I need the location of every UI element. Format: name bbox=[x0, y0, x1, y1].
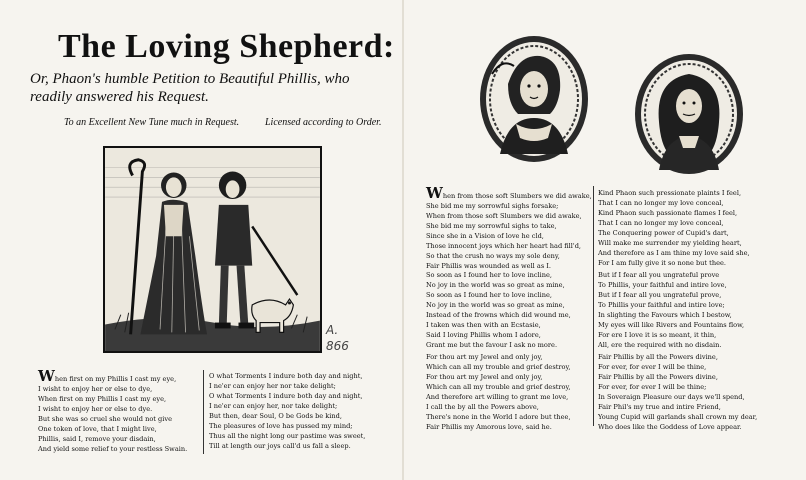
verse-line: Fair Phil's my true and intire Friend, bbox=[598, 403, 721, 411]
verse-line: And yield some relief to your restless Swain. bbox=[38, 445, 188, 453]
verse-line: But then, dear Soul, O be Gods be kind, bbox=[209, 412, 342, 420]
verse-line: When from those soft Slumbers we did awake, bbox=[426, 184, 592, 202]
verse-line: Those innocent joys which her heart had fill'd, bbox=[426, 242, 582, 250]
verse-line: Young Cupid will garlands shall crown my dear, bbox=[598, 413, 758, 421]
verse-line: For ere I love it is so meant, it thin, bbox=[598, 331, 717, 339]
verse-line: I call the by all the Powers above, bbox=[426, 403, 539, 411]
verse-stanza-7 bbox=[598, 270, 744, 350]
verse-line: So that the crush no ways my sole deny, bbox=[426, 252, 560, 260]
verse-line: Which can all my trouble and grief destroy, bbox=[426, 383, 571, 391]
verse-line: When from those soft Slumbers we did awake, bbox=[426, 212, 582, 220]
verse-line: I ne'er can enjoy her, nor take delight; bbox=[209, 402, 338, 410]
verse-line: O what Torments I indure both day and night, bbox=[209, 372, 363, 380]
ballad-subtitle: Or, Phaon's humble Petition to Beautiful Phillis, who readily answered his Request. bbox=[30, 71, 350, 105]
license-note: Licensed according to Order. bbox=[265, 117, 382, 128]
verse-line: Fair Phillis by all the Powers divine, bbox=[598, 373, 718, 381]
verse-line: That I can no longer my love conceal, bbox=[598, 219, 724, 227]
verse-line: No joy in the world was so great as mine, bbox=[426, 281, 565, 289]
verse-line: When first on my Phillis I cast my eye, bbox=[38, 395, 167, 403]
verse-line: For ever, for ever I will be thine; bbox=[598, 383, 707, 391]
verse-line: She bid me my sorrowful sighs to take, bbox=[426, 222, 557, 230]
verse-line: For I am fully give it so none but thee. bbox=[598, 259, 726, 267]
verse-line: I wisht to enjoy her or else to dye. bbox=[38, 405, 153, 413]
verse-line: And therefore as I am thine my love said she, bbox=[598, 249, 750, 257]
verse-line: My eyes will like Rivers and Fountains flow, bbox=[598, 321, 745, 329]
column-divider bbox=[203, 370, 204, 454]
verse-stanza-3 bbox=[426, 184, 592, 271]
verse-stanza-6 bbox=[598, 188, 750, 268]
verse-line: When first on my Phillis I cast my eye, bbox=[38, 367, 177, 385]
verse-stanza-2 bbox=[209, 371, 365, 451]
verse-line: Kind Phaon such passionate flames I feel, bbox=[598, 209, 738, 217]
column-divider-right bbox=[593, 186, 594, 426]
verse-line: She bid me my sorrowful sighs forsake; bbox=[426, 202, 559, 210]
verse-line: One token of love, that I might live, bbox=[38, 425, 157, 433]
verse-line: For thou art my Jewel and only joy, bbox=[426, 353, 543, 361]
verse-line: But if I fear all you ungrateful prove, bbox=[598, 291, 722, 299]
verse-line: Thus all the night long our pastime was sweet, bbox=[209, 432, 366, 440]
portrait-man-medallion bbox=[633, 52, 745, 176]
verse-line: And therefore art willing to grant me love, bbox=[426, 393, 569, 401]
ballad-title: The Loving Shepherd: bbox=[58, 28, 395, 65]
verse-line: Since she in a Vision of love he cld, bbox=[426, 232, 544, 240]
verse-line: Phillis, said I, remove your disdain, bbox=[38, 435, 156, 443]
verse-stanza-5 bbox=[426, 352, 571, 432]
verse-line: In Soveraign Pleasure our days we'll spend, bbox=[598, 393, 745, 401]
verse-line: Will make me surrender my yielding heart, bbox=[598, 239, 742, 247]
handwritten-annotation: A. 866 bbox=[326, 323, 349, 353]
verse-line: I wisht to enjoy her or else to dye, bbox=[38, 385, 153, 393]
verse-line: The Conquering power of Cupid's dart, bbox=[598, 229, 729, 237]
verse-line: Kind Phaon such pressionate plaints I feel, bbox=[598, 189, 742, 197]
woodcut-illustration bbox=[105, 148, 320, 351]
verse-line: O what Torments I indure both day and night, bbox=[209, 392, 363, 400]
verse-line: Fair Phillis my Amorous love, said he. bbox=[426, 423, 552, 431]
verse-line: Fair Phillis by all the Powers divine, bbox=[598, 353, 718, 361]
verse-stanza-4 bbox=[426, 270, 571, 350]
verse-line: Till at length our joys call'd us fall a sleep. bbox=[209, 442, 351, 450]
verse-line: There's none in the World I adore but thee, bbox=[426, 413, 571, 421]
verse-line: Fair Phillis was wounded as well as I. bbox=[426, 262, 551, 270]
woman-portrait-woodcut bbox=[478, 34, 590, 164]
verse-line: But she was so cruel she would not give bbox=[38, 415, 173, 423]
verse-line: But if I fear all you ungrateful prove bbox=[598, 271, 720, 279]
verse-line: Instead of the frowns which did wound me, bbox=[426, 311, 571, 319]
verse-stanza-8 bbox=[598, 352, 757, 432]
page-gutter bbox=[402, 0, 404, 480]
verse-line: Who does like the Goddess of Love appear. bbox=[598, 423, 742, 431]
verse-line: To Phillis, your faithful and intire love, bbox=[598, 281, 727, 289]
verse-line: I taken was then with an Ecstasie, bbox=[426, 321, 541, 329]
verse-line: For ever, for ever I will be thine, bbox=[598, 363, 707, 371]
verse-line: No joy in the world was so great as mine, bbox=[426, 301, 565, 309]
verse-stanza-1 bbox=[38, 367, 188, 454]
verse-line: For thou art my Jewel and only joy, bbox=[426, 373, 543, 381]
tune-note: To an Excellent New Tune much in Request. bbox=[64, 117, 240, 128]
woodcut-shepherd-couple bbox=[103, 146, 322, 353]
verse-line: Grant me but the favour I ask no more. bbox=[426, 341, 558, 349]
verse-line: In slighting the Favours which I bestow, bbox=[598, 311, 732, 319]
verse-line: Said I loving Phillis whom I adore, bbox=[426, 331, 541, 339]
verse-line: All, ere the required with no disdain. bbox=[598, 341, 722, 349]
verse-line: The pleasures of love has pussed my mind; bbox=[209, 422, 353, 430]
verse-line: So soon as I found her to love incline, bbox=[426, 271, 553, 279]
verse-line: Which can all my trouble and grief destroy, bbox=[426, 363, 571, 371]
man-portrait-woodcut bbox=[633, 52, 745, 176]
verse-line: To Phillis your faithful and intire love; bbox=[598, 301, 725, 309]
verse-line: I ne'er can enjoy her nor take delight; bbox=[209, 382, 336, 390]
portrait-woman-medallion bbox=[478, 34, 590, 164]
verse-line: That I can no longer my love conceal, bbox=[598, 199, 724, 207]
verse-line: So soon as I found her to love incline, bbox=[426, 291, 553, 299]
